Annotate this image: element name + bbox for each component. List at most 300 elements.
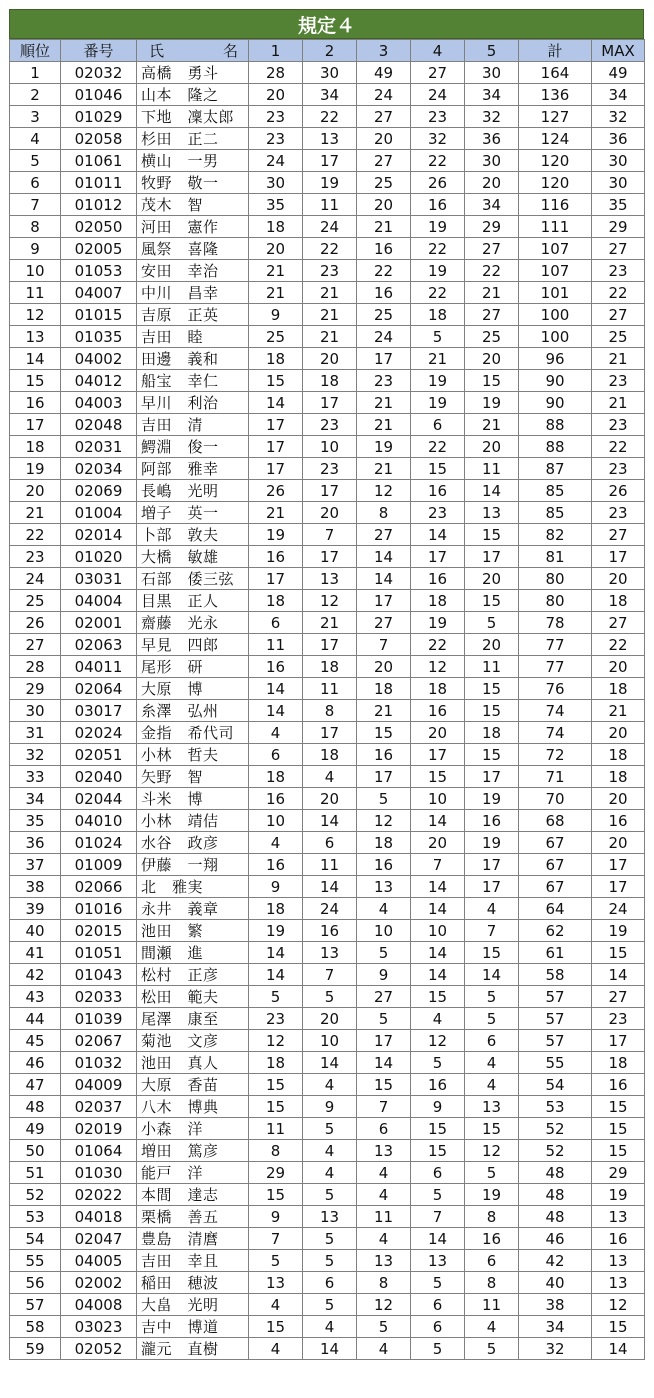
cell-round-3: 17 [357, 766, 411, 788]
cell-name: 伊藤 一翔 [137, 854, 249, 876]
cell-rank: 12 [10, 304, 61, 326]
cell-round-3: 7 [357, 1096, 411, 1118]
cell-round-4: 16 [411, 568, 465, 590]
cell-round-3: 20 [357, 656, 411, 678]
cell-name: 目黒 正人 [137, 590, 249, 612]
cell-round-4: 19 [411, 370, 465, 392]
cell-name: 田邊 義和 [137, 348, 249, 370]
cell-round-2: 4 [303, 1140, 357, 1162]
cell-round-4: 15 [411, 1118, 465, 1140]
cell-max: 20 [592, 832, 645, 854]
cell-round-3: 14 [357, 1052, 411, 1074]
table-row [10, 194, 645, 216]
cell-max: 17 [592, 854, 645, 876]
cell-round-5: 5 [465, 1162, 519, 1184]
cell-round-1: 30 [249, 172, 303, 194]
cell-rank: 51 [10, 1162, 61, 1184]
cell-round-3: 27 [357, 524, 411, 546]
cell-total: 107 [519, 238, 592, 260]
cell-round-5: 11 [465, 1294, 519, 1316]
cell-round-3: 16 [357, 238, 411, 260]
cell-rank: 36 [10, 832, 61, 854]
cell-max: 18 [592, 744, 645, 766]
cell-rank: 29 [10, 678, 61, 700]
table-row [10, 942, 645, 964]
cell-round-2: 24 [303, 898, 357, 920]
cell-round-5: 19 [465, 832, 519, 854]
cell-max: 23 [592, 458, 645, 480]
cell-max: 23 [592, 1008, 645, 1030]
cell-id: 01053 [61, 260, 137, 282]
cell-round-2: 10 [303, 1030, 357, 1052]
table-row [10, 282, 645, 304]
table-row [10, 1008, 645, 1030]
cell-rank: 55 [10, 1250, 61, 1272]
cell-total: 67 [519, 876, 592, 898]
cell-name: 横山 一男 [137, 150, 249, 172]
cell-round-5: 19 [465, 392, 519, 414]
cell-name: 茂木 智 [137, 194, 249, 216]
cell-round-3: 13 [357, 1140, 411, 1162]
cell-round-3: 5 [357, 1008, 411, 1030]
table-row [10, 590, 645, 612]
cell-name: 松村 正彦 [137, 964, 249, 986]
cell-rank: 9 [10, 238, 61, 260]
cell-id: 04011 [61, 656, 137, 678]
cell-name: 矢野 智 [137, 766, 249, 788]
cell-round-5: 15 [465, 744, 519, 766]
cell-round-1: 14 [249, 392, 303, 414]
cell-round-1: 9 [249, 1206, 303, 1228]
cell-total: 34 [519, 1316, 592, 1338]
cell-total: 77 [519, 634, 592, 656]
cell-rank: 22 [10, 524, 61, 546]
cell-max: 19 [592, 1184, 645, 1206]
cell-total: 90 [519, 392, 592, 414]
cell-round-2: 14 [303, 1052, 357, 1074]
table-row [10, 1184, 645, 1206]
cell-name: 栗橋 善五 [137, 1206, 249, 1228]
cell-total: 88 [519, 414, 592, 436]
cell-round-5: 4 [465, 1052, 519, 1074]
cell-id: 01035 [61, 326, 137, 348]
sheet-title: 規定４ [9, 9, 644, 39]
cell-id: 02044 [61, 788, 137, 810]
cell-round-2: 21 [303, 326, 357, 348]
cell-total: 48 [519, 1162, 592, 1184]
cell-total: 67 [519, 854, 592, 876]
cell-round-1: 14 [249, 700, 303, 722]
cell-round-4: 23 [411, 502, 465, 524]
cell-round-2: 4 [303, 766, 357, 788]
cell-round-4: 10 [411, 788, 465, 810]
cell-round-3: 13 [357, 876, 411, 898]
cell-round-3: 21 [357, 458, 411, 480]
cell-round-5: 20 [465, 348, 519, 370]
cell-round-4: 5 [411, 1338, 465, 1360]
cell-round-4: 21 [411, 348, 465, 370]
cell-round-2: 23 [303, 458, 357, 480]
table-row [10, 656, 645, 678]
cell-round-2: 6 [303, 832, 357, 854]
header-id: 番号 [61, 40, 137, 62]
cell-round-1: 8 [249, 1140, 303, 1162]
cell-rank: 18 [10, 436, 61, 458]
cell-round-1: 24 [249, 150, 303, 172]
cell-max: 20 [592, 656, 645, 678]
cell-total: 81 [519, 546, 592, 568]
cell-round-2: 19 [303, 172, 357, 194]
cell-max: 34 [592, 84, 645, 106]
cell-total: 80 [519, 590, 592, 612]
cell-max: 15 [592, 1316, 645, 1338]
cell-round-4: 20 [411, 722, 465, 744]
cell-id: 01029 [61, 106, 137, 128]
cell-round-5: 4 [465, 1316, 519, 1338]
cell-name: 阿部 雅幸 [137, 458, 249, 480]
cell-round-5: 27 [465, 238, 519, 260]
cell-round-4: 18 [411, 304, 465, 326]
cell-max: 24 [592, 898, 645, 920]
cell-round-3: 8 [357, 1272, 411, 1294]
cell-round-2: 30 [303, 62, 357, 84]
cell-total: 54 [519, 1074, 592, 1096]
cell-round-1: 35 [249, 194, 303, 216]
table-row [10, 1074, 645, 1096]
cell-round-2: 17 [303, 150, 357, 172]
cell-total: 85 [519, 502, 592, 524]
cell-round-3: 16 [357, 282, 411, 304]
cell-id: 04009 [61, 1074, 137, 1096]
table-row [10, 766, 645, 788]
cell-round-5: 15 [465, 524, 519, 546]
cell-round-5: 30 [465, 150, 519, 172]
cell-total: 61 [519, 942, 592, 964]
cell-round-4: 19 [411, 392, 465, 414]
cell-round-4: 26 [411, 172, 465, 194]
cell-round-4: 6 [411, 1316, 465, 1338]
cell-name: 吉田 睦 [137, 326, 249, 348]
cell-rank: 34 [10, 788, 61, 810]
header-round-5: 5 [465, 40, 519, 62]
cell-max: 23 [592, 502, 645, 524]
cell-max: 21 [592, 392, 645, 414]
cell-total: 57 [519, 986, 592, 1008]
cell-round-4: 12 [411, 656, 465, 678]
cell-name: 小林 靖佶 [137, 810, 249, 832]
cell-round-4: 9 [411, 1096, 465, 1118]
header-max: MAX [592, 40, 645, 62]
cell-round-3: 27 [357, 986, 411, 1008]
cell-round-4: 6 [411, 1162, 465, 1184]
cell-round-4: 14 [411, 1228, 465, 1250]
cell-name: 八木 博典 [137, 1096, 249, 1118]
cell-round-1: 23 [249, 128, 303, 150]
cell-max: 13 [592, 1250, 645, 1272]
cell-round-3: 17 [357, 590, 411, 612]
cell-round-2: 22 [303, 238, 357, 260]
cell-id: 02033 [61, 986, 137, 1008]
cell-round-3: 14 [357, 546, 411, 568]
cell-round-1: 13 [249, 1272, 303, 1294]
cell-round-4: 14 [411, 898, 465, 920]
cell-max: 18 [592, 1052, 645, 1074]
cell-rank: 4 [10, 128, 61, 150]
table-row [10, 788, 645, 810]
table-row [10, 128, 645, 150]
cell-round-4: 19 [411, 260, 465, 282]
cell-round-5: 5 [465, 1338, 519, 1360]
table-row [10, 348, 645, 370]
cell-name: 吉田 清 [137, 414, 249, 436]
cell-round-1: 12 [249, 1030, 303, 1052]
score-sheet [9, 9, 644, 1360]
cell-id: 03023 [61, 1316, 137, 1338]
cell-round-4: 14 [411, 942, 465, 964]
cell-round-5: 16 [465, 1228, 519, 1250]
cell-rank: 6 [10, 172, 61, 194]
cell-max: 15 [592, 942, 645, 964]
cell-round-3: 21 [357, 392, 411, 414]
cell-round-2: 4 [303, 1162, 357, 1184]
cell-id: 02032 [61, 62, 137, 84]
cell-round-5: 5 [465, 1008, 519, 1030]
cell-id: 02050 [61, 216, 137, 238]
table-row [10, 700, 645, 722]
cell-round-4: 17 [411, 744, 465, 766]
cell-round-3: 15 [357, 722, 411, 744]
cell-round-5: 11 [465, 458, 519, 480]
cell-id: 04010 [61, 810, 137, 832]
cell-total: 68 [519, 810, 592, 832]
cell-name: 水谷 政彦 [137, 832, 249, 854]
cell-rank: 30 [10, 700, 61, 722]
cell-round-3: 8 [357, 502, 411, 524]
cell-round-3: 24 [357, 84, 411, 106]
table-row [10, 1096, 645, 1118]
cell-round-3: 21 [357, 216, 411, 238]
table-row [10, 1140, 645, 1162]
cell-round-5: 16 [465, 810, 519, 832]
cell-total: 85 [519, 480, 592, 502]
cell-rank: 14 [10, 348, 61, 370]
cell-total: 78 [519, 612, 592, 634]
cell-rank: 1 [10, 62, 61, 84]
cell-max: 25 [592, 326, 645, 348]
cell-round-1: 9 [249, 304, 303, 326]
cell-round-5: 8 [465, 1272, 519, 1294]
cell-round-4: 18 [411, 678, 465, 700]
cell-round-4: 14 [411, 524, 465, 546]
header-round-3: 3 [357, 40, 411, 62]
cell-total: 136 [519, 84, 592, 106]
cell-total: 32 [519, 1338, 592, 1360]
cell-name: 増子 英一 [137, 502, 249, 524]
cell-total: 127 [519, 106, 592, 128]
cell-name: 松田 範夫 [137, 986, 249, 1008]
cell-id: 03031 [61, 568, 137, 590]
cell-id: 01011 [61, 172, 137, 194]
cell-id: 02031 [61, 436, 137, 458]
cell-round-5: 17 [465, 546, 519, 568]
cell-name: 池田 繁 [137, 920, 249, 942]
cell-round-3: 21 [357, 700, 411, 722]
cell-total: 57 [519, 1030, 592, 1052]
cell-round-2: 11 [303, 194, 357, 216]
cell-round-4: 7 [411, 1206, 465, 1228]
cell-id: 04003 [61, 392, 137, 414]
cell-round-2: 17 [303, 722, 357, 744]
table-row [10, 392, 645, 414]
cell-round-1: 11 [249, 1118, 303, 1140]
cell-round-4: 15 [411, 766, 465, 788]
cell-round-2: 11 [303, 854, 357, 876]
cell-round-3: 16 [357, 854, 411, 876]
cell-total: 72 [519, 744, 592, 766]
cell-name: 中川 昌幸 [137, 282, 249, 304]
cell-id: 02063 [61, 634, 137, 656]
cell-round-4: 14 [411, 876, 465, 898]
cell-round-1: 15 [249, 370, 303, 392]
cell-max: 30 [592, 172, 645, 194]
cell-round-5: 8 [465, 1206, 519, 1228]
cell-round-5: 13 [465, 1096, 519, 1118]
cell-round-3: 49 [357, 62, 411, 84]
cell-round-1: 16 [249, 854, 303, 876]
cell-max: 23 [592, 260, 645, 282]
table-row [10, 920, 645, 942]
cell-round-3: 9 [357, 964, 411, 986]
cell-round-3: 5 [357, 788, 411, 810]
cell-total: 38 [519, 1294, 592, 1316]
cell-round-3: 4 [357, 1184, 411, 1206]
cell-round-2: 22 [303, 106, 357, 128]
cell-name: 吉田 幸且 [137, 1250, 249, 1272]
cell-total: 101 [519, 282, 592, 304]
cell-name: 大畠 光明 [137, 1294, 249, 1316]
cell-round-3: 27 [357, 150, 411, 172]
cell-id: 01039 [61, 1008, 137, 1030]
cell-max: 19 [592, 920, 645, 942]
cell-id: 02034 [61, 458, 137, 480]
cell-round-4: 6 [411, 414, 465, 436]
cell-round-4: 32 [411, 128, 465, 150]
cell-round-5: 15 [465, 1118, 519, 1140]
cell-total: 124 [519, 128, 592, 150]
cell-round-5: 36 [465, 128, 519, 150]
cell-id: 02052 [61, 1338, 137, 1360]
cell-rank: 59 [10, 1338, 61, 1360]
cell-name: 高橋 勇斗 [137, 62, 249, 84]
cell-round-2: 4 [303, 1316, 357, 1338]
cell-round-3: 22 [357, 260, 411, 282]
cell-round-1: 15 [249, 1316, 303, 1338]
cell-max: 27 [592, 238, 645, 260]
cell-rank: 43 [10, 986, 61, 1008]
cell-round-2: 5 [303, 986, 357, 1008]
cell-round-2: 18 [303, 656, 357, 678]
cell-round-1: 17 [249, 568, 303, 590]
table-row [10, 106, 645, 128]
cell-round-5: 30 [465, 62, 519, 84]
cell-rank: 31 [10, 722, 61, 744]
table-row [10, 744, 645, 766]
cell-round-4: 5 [411, 326, 465, 348]
cell-round-1: 21 [249, 502, 303, 524]
cell-round-4: 22 [411, 238, 465, 260]
cell-round-1: 14 [249, 678, 303, 700]
cell-round-5: 17 [465, 876, 519, 898]
cell-round-3: 17 [357, 1030, 411, 1052]
cell-round-2: 17 [303, 480, 357, 502]
cell-round-1: 18 [249, 216, 303, 238]
cell-total: 120 [519, 172, 592, 194]
table-row [10, 898, 645, 920]
cell-round-3: 21 [357, 414, 411, 436]
cell-round-2: 17 [303, 546, 357, 568]
cell-round-5: 15 [465, 370, 519, 392]
cell-rank: 44 [10, 1008, 61, 1030]
cell-round-5: 7 [465, 920, 519, 942]
header-rank: 順位 [10, 40, 61, 62]
cell-rank: 41 [10, 942, 61, 964]
cell-round-5: 22 [465, 260, 519, 282]
cell-id: 02014 [61, 524, 137, 546]
cell-id: 02048 [61, 414, 137, 436]
cell-id: 04002 [61, 348, 137, 370]
table-row [10, 1052, 645, 1074]
cell-round-1: 14 [249, 942, 303, 964]
cell-round-4: 20 [411, 832, 465, 854]
cell-round-2: 9 [303, 1096, 357, 1118]
cell-round-4: 6 [411, 1294, 465, 1316]
cell-round-5: 15 [465, 942, 519, 964]
cell-round-4: 12 [411, 1030, 465, 1052]
cell-round-3: 12 [357, 480, 411, 502]
cell-id: 01004 [61, 502, 137, 524]
cell-round-1: 18 [249, 898, 303, 920]
score-table [9, 39, 645, 1360]
cell-round-3: 24 [357, 326, 411, 348]
cell-max: 14 [592, 1338, 645, 1360]
header-total: 計 [519, 40, 592, 62]
cell-name: 下地 凜太郎 [137, 106, 249, 128]
table-row [10, 810, 645, 832]
cell-round-5: 17 [465, 854, 519, 876]
cell-round-2: 5 [303, 1250, 357, 1272]
cell-round-1: 16 [249, 788, 303, 810]
cell-rank: 54 [10, 1228, 61, 1250]
cell-round-2: 14 [303, 1338, 357, 1360]
cell-round-5: 13 [465, 502, 519, 524]
cell-round-1: 20 [249, 238, 303, 260]
cell-round-1: 15 [249, 1074, 303, 1096]
cell-id: 01024 [61, 832, 137, 854]
cell-id: 04018 [61, 1206, 137, 1228]
cell-id: 02022 [61, 1184, 137, 1206]
cell-max: 22 [592, 282, 645, 304]
cell-total: 116 [519, 194, 592, 216]
cell-name: 金指 希代司 [137, 722, 249, 744]
cell-round-3: 18 [357, 832, 411, 854]
cell-round-2: 23 [303, 260, 357, 282]
cell-name: 稲田 穂波 [137, 1272, 249, 1294]
cell-total: 46 [519, 1228, 592, 1250]
table-body [10, 62, 645, 1360]
cell-max: 27 [592, 986, 645, 1008]
cell-round-4: 19 [411, 612, 465, 634]
cell-round-1: 5 [249, 1250, 303, 1272]
